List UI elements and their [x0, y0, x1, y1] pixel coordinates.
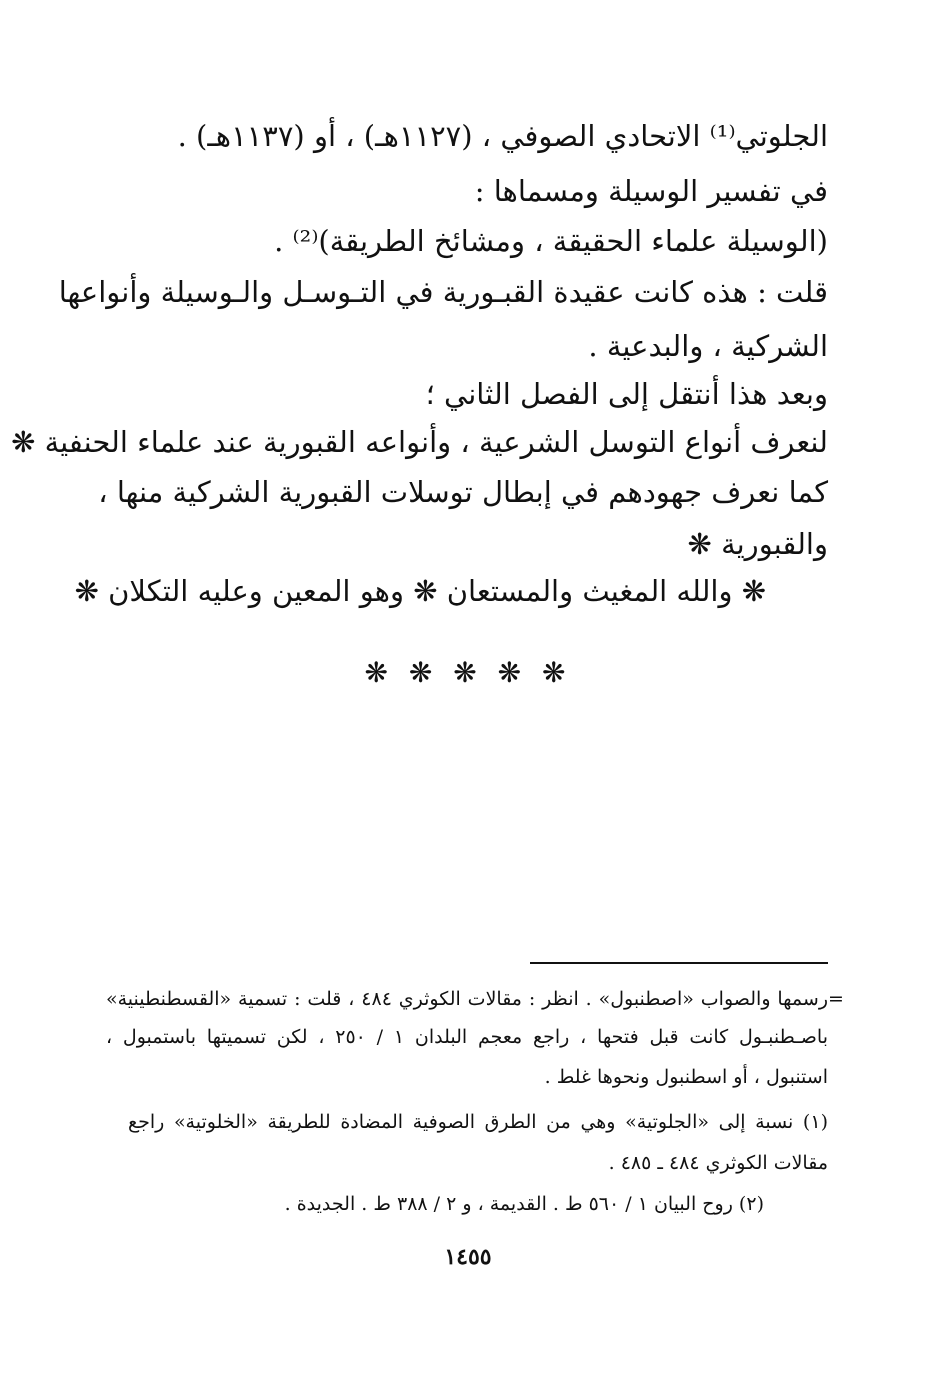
body-line-3: (الوسيلة علماء الحقيقة ، ومشائخ الطريقة)⁽²⁾ .	[274, 224, 828, 258]
body-line-2: في تفسير الوسيلة ومسماها :	[474, 174, 828, 208]
body-line-9: والقبورية ❋	[687, 527, 828, 561]
body-line-5: الشركية ، والبدعية .	[588, 329, 828, 363]
page-number: ١٤٥٥	[444, 1244, 492, 1270]
footnote-1-line-1: (١) نسبة إلى «الجلوتية» وهي من الطرق الصوفية المضادة للطريقة «الخلوتية» راجع	[128, 1111, 828, 1133]
body-line-1: الجلوتي⁽¹⁾ الاتحادي الصوفي ، (١١٢٧هـ) ، أو (١١٣٧هـ) .	[177, 119, 828, 153]
footnote-continuation-mark: =	[828, 988, 844, 1010]
footnote-2: (٢) روح البيان ١ / ٥٦٠ ط . القديمة ، و ٢ / ٣٨٨ ط . الجديدة .	[284, 1193, 764, 1215]
body-line-7: لنعرف أنواع التوسل الشرعية ، وأنواعه القبورية عند علماء الحنفية ❋	[11, 425, 828, 459]
footnote-line-2: باصـطنبـول كانت قبل فتحها ، راجع معجم البلدان ١ / ٢٥٠ ، لكن تسميتها باستمبول ،	[106, 1026, 829, 1048]
footnote-line-3: استنبول ، أو اسطنبول ونحوها غلط .	[544, 1066, 828, 1088]
body-line-10: ❋ والله المغيث والمستعان ❋ وهو المعين وعليه التكلان ❋	[74, 574, 766, 608]
footnote-separator-rule	[530, 962, 828, 964]
body-line-4: قلت : هذه كانت عقيدة القبـورية في التـوسـل والـوسيلة وأنواعها	[58, 275, 828, 309]
footnote-line-1: رسمها والصواب «اصطنبول» . انظر : مقالات الكوثري ٤٨٤ ، قلت : تسمية «القسطنطينية»	[106, 988, 829, 1010]
body-line-6: وبعد هذا أنتقل إلى الفصل الثاني ؛	[425, 377, 828, 411]
body-line-8: كما نعرف جهودهم في إبطال توسلات القبورية الشركية منها ،	[98, 475, 828, 509]
section-end-stars: ❋ ❋ ❋ ❋ ❋	[364, 656, 572, 689]
footnote-1-line-2: مقالات الكوثري ٤٨٤ ـ ٤٨٥ .	[608, 1152, 828, 1174]
